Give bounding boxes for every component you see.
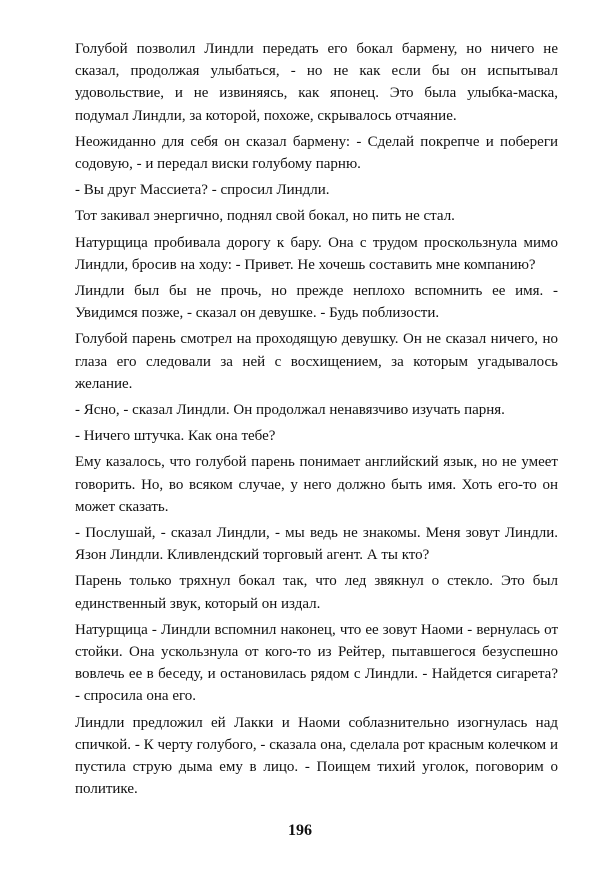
paragraph: Тот закивал энергично, поднял свой бокал, но пить не стал. <box>75 208 455 225</box>
paragraph: Парень только тряхнул бокал так, что лед звякнул о стекло. Это был единственный звук, который он издал. <box>75 573 558 612</box>
paragraph: Линдли был бы не прочь, но прежде неплохо вспомнить ее имя. - Увидимся позже, - сказал он девушке. - Будь поблизости. <box>75 283 558 322</box>
paragraph: - Послушай, - сказал Линдли, - мы ведь не знакомы. Меня зовут Линдли. Язон Линдли. Кливлендский торговый агент. А ты кто? <box>75 525 558 564</box>
paragraph: Голубой парень смотрел на проходящую девушку. Он не сказал ничего, но глаза его следовали за ней с восхищением, за которым угадывалось желание. <box>75 331 558 392</box>
paragraph: Линдли предложил ей Лакки и Наоми соблазнительно изогнулась над спичкой. - К черту голубого, - сказала она, сделала рот красным колечком и пустила струю дыма ему в лицо. - Поищем тихий уголок, поговорим о политике. <box>75 714 558 798</box>
page-number: 196 <box>288 822 312 839</box>
paragraph: Ему казалось, что голубой парень понимает английский язык, но не умеет говорить. Но, во всяком случае, у него должно быть имя. Хоть его-то он может сказать. <box>75 454 558 515</box>
page-body <box>75 38 558 805</box>
paragraph: Голубой позволил Линдли передать его бокал бармену, но ничего не сказал, продолжая улыбаться, - но не как если бы он испытывал удовольствие, и не извиняясь, как японец. Это была улыбка-маска, подумал Линдли, за которой, похоже, скрывалось отчаяние. <box>75 41 558 124</box>
paragraph: - Вы друг Массиета? - спросил Линдли. <box>75 182 330 199</box>
paragraph: - Ничего штучка. Как она тебе? <box>75 428 276 445</box>
paragraph: Натурщица пробивала дорогу к бару. Она с трудом проскользнула мимо Линдли, бросив на ходу: - Привет. Не хочешь составить мне компанию? <box>75 234 558 273</box>
paragraph: - Ясно, - сказал Линдли. Он продолжал ненавязчиво изучать парня. <box>75 402 505 419</box>
paragraph: Неожиданно для себя он сказал бармену: - Сделай покрепче и побереги содовую, - и передал виски голубому парню. <box>75 133 558 173</box>
paragraph: Натурщица - Линдли вспомнил наконец, что ее зовут Наоми - вернулась от стойки. Она ускользнула от кого-то из Рейтер, пытавшегося безуспешно вовлечь ее в беседу, и остановилась рядом с Линдли. - Найдется сигарета? - спросила она его. <box>75 621 558 705</box>
